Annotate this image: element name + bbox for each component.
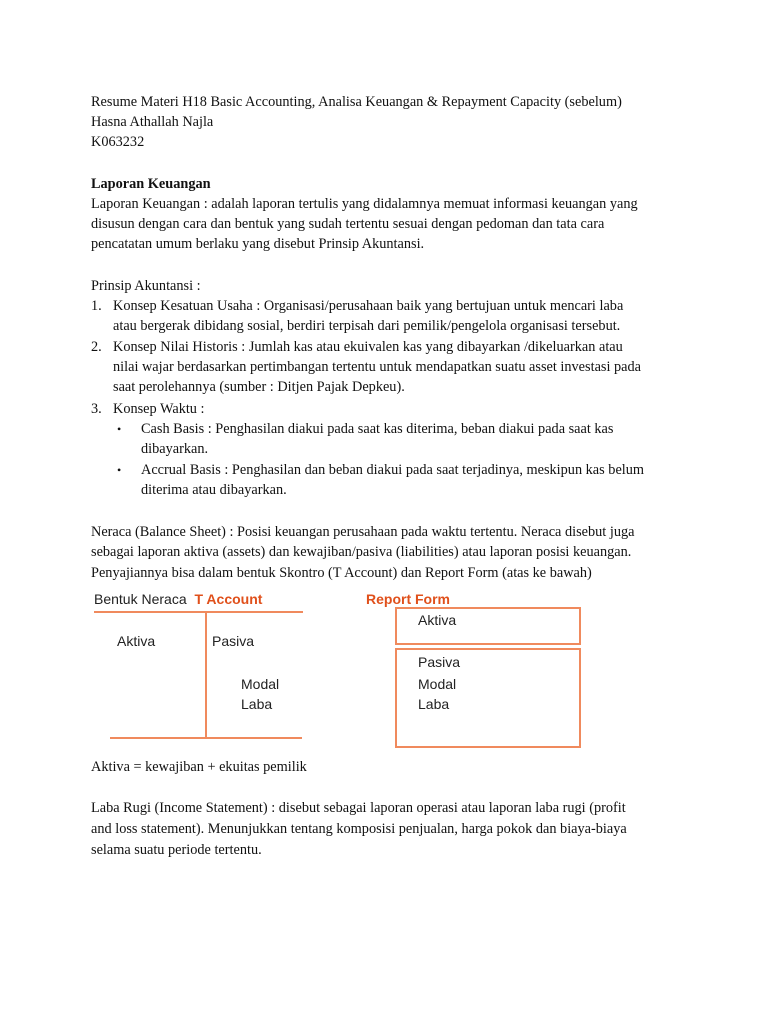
list-item-line: Konsep Nilai Historis : Jumlah kas atau ekuivalen kas yang dibayarkan /dikeluarkan atau <box>113 339 623 355</box>
paragraph-line: Neraca (Balance Sheet) : Posisi keuangan perusahaan pada waktu tertentu. Neraca disebut juga <box>91 524 635 540</box>
bullet-icon: • <box>117 422 122 436</box>
t-account-top-rule <box>94 611 303 613</box>
paragraph-line: Laporan Keuangan : adalah laporan tertulis yang didalamnya memuat informasi keuangan yang <box>91 196 638 212</box>
list-item-line: atau bergerak dibidang sosial, berdiri terpisah dari pemilik/pengelola organisasi tersebut. <box>113 318 621 334</box>
list-number: 1. <box>91 298 102 314</box>
t-account-right-label: Pasiva <box>212 633 255 649</box>
bullet-item-line: Accrual Basis : Penghasilan dan beban diakui pada saat terjadinya, meskipun kas belum <box>141 462 645 478</box>
list-number: 2. <box>91 339 102 355</box>
report-form-item: Pasiva <box>418 654 461 670</box>
accounting-equation: Aktiva = kewajiban + ekuitas pemilik <box>91 759 307 775</box>
bullet-item-line: diterima atau dibayarkan. <box>141 482 287 498</box>
list-item-line: Konsep Waktu : <box>113 401 205 417</box>
list-number: 3. <box>91 401 102 417</box>
report-form-top-label: Aktiva <box>418 612 457 628</box>
report-form-item: Laba <box>418 696 450 712</box>
t-account-right-item: Modal <box>241 676 280 692</box>
bullet-icon: • <box>117 463 122 477</box>
bullet-item-line: dibayarkan. <box>141 441 209 457</box>
section-heading-laporan: Laporan Keuangan <box>91 176 211 192</box>
paragraph-line: Penyajiannya bisa dalam bentuk Skontro (T Account) dan Report Form (atas ke bawah) <box>91 565 592 581</box>
t-account-left-label: Aktiva <box>117 633 156 649</box>
t-account-vertical-rule <box>205 612 207 738</box>
t-account-right-item: Laba <box>241 696 273 712</box>
t-account-title-prefix: Bentuk Neraca <box>94 591 187 607</box>
section-heading-prinsip: Prinsip Akuntansi : <box>91 278 201 294</box>
report-form-item: Modal <box>418 676 457 692</box>
t-account-title <box>94 590 262 608</box>
list-item-line: Konsep Kesatuan Usaha : Organisasi/perusahaan baik yang bertujuan untuk mencari laba <box>113 298 624 314</box>
report-form-divider <box>395 643 581 645</box>
paragraph-line: pencatatan umum berlaku yang disebut Prinsip Akuntansi. <box>91 236 425 252</box>
report-form-title: Report Form <box>366 591 450 607</box>
paragraph-line: sebagai laporan aktiva (assets) dan kewajiban/pasiva (liabilities) atau laporan posisi keuangan. <box>91 544 632 560</box>
author-name: Hasna Athallah Najla <box>91 114 214 130</box>
paragraph-line: Laba Rugi (Income Statement) : disebut sebagai laporan operasi atau laporan laba rugi (profit <box>91 800 626 816</box>
list-item-line: saat perolehannya (sumber : Ditjen Pajak Depkeu). <box>113 379 405 395</box>
t-account-bottom-rule <box>110 737 302 739</box>
list-item-line: nilai wajar berdasarkan pertimbangan tertentu untuk mendapatkan suatu asset investasi pada <box>113 359 642 375</box>
document-title: Resume Materi H18 Basic Accounting, Analisa Keuangan & Repayment Capacity (sebelum) <box>91 94 622 110</box>
paragraph-line: selama suatu periode tertentu. <box>91 842 262 858</box>
t-account-title-highlight: T Account <box>194 591 263 607</box>
paragraph-line: disusun dengan cara dan bentuk yang sudah tertentu sesuai dengan pedoman dan tata cara <box>91 216 605 232</box>
paragraph-line: and loss statement). Menunjukkan tentang komposisi penjualan, harga pokok dan biaya-biaya <box>91 821 627 837</box>
student-id: K063232 <box>91 134 145 150</box>
bullet-item-line: Cash Basis : Penghasilan diakui pada saat kas diterima, beban diakui pada saat kas <box>141 421 614 437</box>
